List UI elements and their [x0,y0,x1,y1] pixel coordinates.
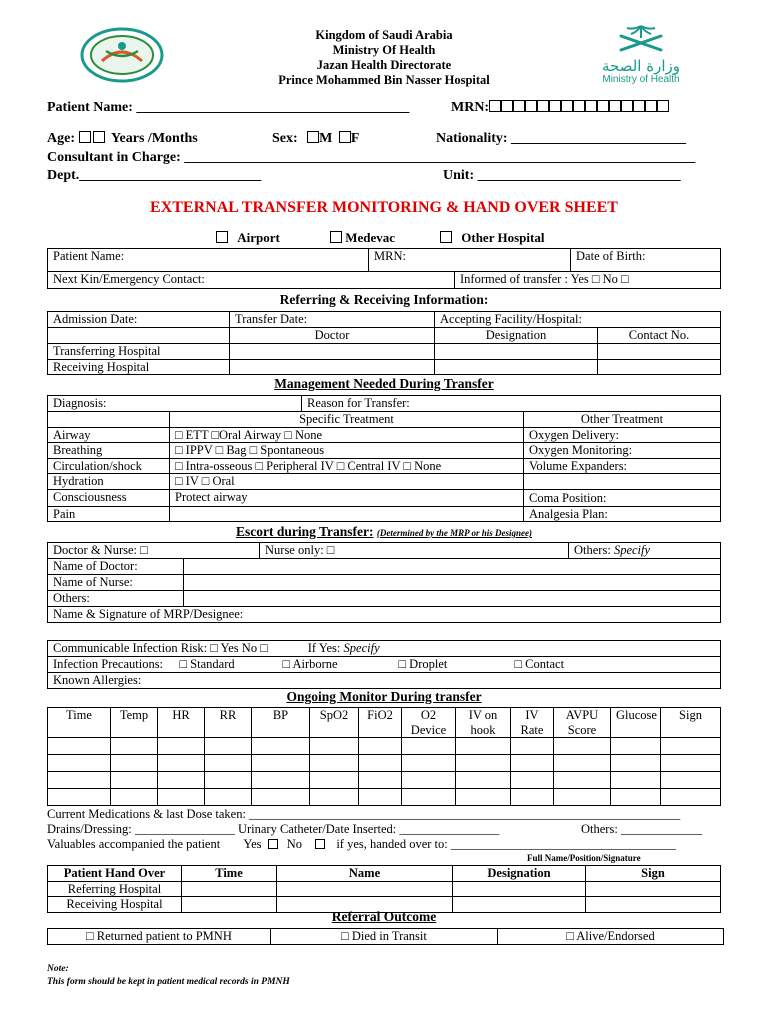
monitor-col-temp: Temp [111,708,158,738]
name-of-nurse-label: Name of Nurse: [48,575,184,591]
moh-arabic-text: وزارة الصحة [602,57,680,75]
mrn-cell[interactable]: MRN: [369,249,571,272]
known-allergies-cell[interactable]: Known Allergies: [48,673,721,689]
age-box-1[interactable] [79,131,91,143]
valuables-label: Valuables accompanied the patient [47,837,221,851]
monitor-col-avpu: AVPU Score [554,708,611,738]
handover-receiving-label: Receiving Hospital [48,897,182,913]
outcome-heading-text: Referral Outcome [331,909,437,924]
accepting-facility-cell[interactable]: Accepting Facility/Hospital: [435,312,721,328]
escort-heading-text: Escort during Transfer: [235,524,374,539]
handed-over-field[interactable]: if yes, handed over to: ____________________________________ [336,837,676,851]
monitor-heading-text: Ongoing Monitor During transfer [286,689,482,704]
other-treatment-header: Other Treatment [524,412,721,428]
management-row-label: Breathing [48,443,170,459]
monitor-row[interactable] [48,755,721,772]
medevac-label: Medevac [345,230,396,245]
name-of-nurse-input[interactable] [184,575,721,591]
monitor-heading [0,689,768,705]
contact-header: Contact No. [598,328,721,344]
handover-cell[interactable] [586,881,721,897]
outcome-died[interactable]: □ Died in Transit [271,929,498,945]
receiving-doctor-cell[interactable] [230,359,435,375]
infection-risk-label: Communicable Infection Risk: □ Yes No □ [53,641,268,655]
age-label: Age: [47,131,75,146]
infection-risk-cell[interactable] [48,641,721,657]
management-row-other[interactable]: Volume Expanders: [524,458,721,474]
handover-cell[interactable] [453,881,586,897]
escort-others-label: Others: [574,543,611,557]
mrn-boxes[interactable] [489,100,669,115]
management-row-specific[interactable]: □ IPPV □ Bag □ Spontaneous [170,443,524,459]
escort-heading [0,524,768,540]
receiving-contact-cell[interactable] [598,359,721,375]
transferring-contact-cell[interactable] [598,344,721,360]
infection-precautions-cell[interactable] [48,657,721,673]
mrn-field[interactable] [451,100,669,116]
sex-m-checkbox[interactable] [307,131,319,143]
transferring-doctor-cell[interactable] [230,344,435,360]
header-line-country: Kingdom of Saudi Arabia [315,28,453,42]
handover-referring-label: Referring Hospital [48,881,182,897]
specific-treatment-header: Specific Treatment [170,412,524,428]
precaution-standard[interactable]: □ Standard [179,657,235,671]
transfer-type-medevac[interactable] [330,230,395,246]
management-blank-header [48,412,170,428]
monitor-col-glucose: Glucose [611,708,661,738]
outcome-returned[interactable]: □ Returned patient to PMNH [48,929,271,945]
receiving-designation-cell[interactable] [435,359,598,375]
management-row-label: Hydration [48,474,170,490]
dob-cell[interactable]: Date of Birth: [571,249,721,272]
doctor-nurse-cell[interactable]: Doctor & Nurse: □ [48,543,260,559]
monitor-col-hr: HR [158,708,205,738]
management-row-other[interactable]: Analgesia Plan: [524,506,721,522]
monitor-col-rr: RR [205,708,252,738]
precaution-contact[interactable]: □ Contact [514,657,565,671]
others-input[interactable] [184,591,721,607]
informed-cell[interactable]: Informed of transfer : Yes □ No □ [455,272,721,289]
drains-catheter-field[interactable]: Drains/Dressing: ________________ Urinary Catheter/Date Inserted: ________________ [47,822,500,836]
nurse-only-cell[interactable]: Nurse only: □ [260,543,569,559]
transfer-date-cell[interactable]: Transfer Date: [230,312,435,328]
unit-field[interactable]: Unit: _____________________________ [443,168,681,183]
valuables-no-label: No [286,837,303,851]
sex-f-label: F [350,131,360,146]
handover-cell[interactable] [182,881,277,897]
moh-english-text: Ministry of Health [602,74,680,85]
referring-blank-cell [48,328,230,344]
name-of-doctor-input[interactable] [184,559,721,575]
outcome-heading [0,909,768,925]
valuables-yes-label: Yes [243,837,262,851]
infection-table [47,640,721,689]
patient-info-table [47,248,721,289]
diagnosis-cell[interactable]: Diagnosis: [48,396,302,412]
monitor-col-iv-rate: IV Rate [511,708,554,738]
management-row-other[interactable]: Oxygen Monitoring: [524,443,721,459]
transfer-type-airport[interactable] [216,230,280,246]
patient-name-cell[interactable]: Patient Name: [48,249,369,272]
monitor-col-sign: Sign [661,708,721,738]
monitor-header-row [48,708,721,738]
dept-field[interactable]: Dept.__________________________ [47,168,262,183]
note-text: This form should be kept in patient medical records in PMNH [47,977,290,987]
reason-cell[interactable]: Reason for Transfer: [302,396,721,412]
age-box-2[interactable] [93,131,105,143]
hospital-header [0,28,768,88]
management-row-label: Circulation/shock [48,458,170,474]
valuables-no-checkbox[interactable] [315,839,325,849]
airport-label: Airport [237,230,280,245]
monitor-col-o2-device: O2 Device [402,708,456,738]
management-row-specific[interactable] [170,506,524,522]
other-hospital-checkbox[interactable] [440,231,452,243]
management-row-specific[interactable]: Protect airway [170,489,524,506]
handover-header-designation: Designation [453,866,586,882]
sex-f-checkbox[interactable] [339,131,351,143]
outcome-table [47,928,724,945]
header-line-hospital: Prince Mohammed Bin Nasser Hospital [278,73,490,87]
management-row-other[interactable]: Coma Position: [524,489,721,506]
monitor-col-time: Time [48,708,111,738]
management-row-other[interactable]: Oxygen Delivery: [524,427,721,443]
handover-table [47,865,721,913]
nationality-field[interactable]: Nationality: _________________________ [436,131,687,146]
handover-header-time: Time [182,866,277,882]
monitor-col-spo2: SpO2 [310,708,359,738]
airport-checkbox[interactable] [216,231,228,243]
precaution-airborne[interactable]: □ Airborne [282,657,338,671]
transfer-type-other-hospital[interactable] [440,230,544,246]
note-label: Note: [47,964,69,974]
monitor-col-iv-on-hook: IV on hook [456,708,511,738]
header-line-ministry: Ministry Of Health [332,43,436,57]
form-title: EXTERNAL TRANSFER MONITORING & HAND OVER SHEET [150,199,618,216]
age-field[interactable] [47,131,198,147]
transferring-designation-cell[interactable] [435,344,598,360]
handover-cell[interactable] [277,881,453,897]
handover-header-patient: Patient Hand Over [48,866,182,882]
escort-specify: Specify [613,543,651,557]
patient-name-field[interactable]: Patient Name: _______________________________________ [47,100,410,115]
precaution-droplet[interactable]: □ Droplet [398,657,448,671]
management-row-specific[interactable]: □ IV □ Oral [170,474,524,490]
others-label: Others: [48,591,184,607]
mrp-signature-cell[interactable]: Name & Signature of MRP/Designee: [48,607,721,623]
sex-label: Sex: [272,131,298,146]
consultant-field[interactable]: Consultant in Charge: _________________________________________________________________________ [47,150,696,165]
management-row-label: Airway [48,427,170,443]
management-row-specific[interactable]: □ Intra-osseous □ Peripheral IV □ Central IV □ None [170,458,524,474]
other-hospital-label: Other Hospital [461,230,545,245]
referring-heading: Referring & Receiving Information: [279,292,489,307]
designation-header: Designation [435,328,598,344]
medications-others-field[interactable]: Others: _____________ [581,822,703,836]
monitor-row[interactable] [48,772,721,789]
mrn-label: MRN: [451,100,490,115]
escort-others-cell[interactable] [569,543,721,559]
full-name-caption: Full Name/Position/Signature [527,853,641,863]
outcome-alive[interactable]: □ Alive/Endorsed [498,929,724,945]
infection-specify: Specify [343,641,380,655]
next-kin-cell[interactable]: Next Kin/Emergency Contact: [48,272,455,289]
handover-header-sign: Sign [586,866,721,882]
medevac-checkbox[interactable] [330,231,342,243]
monitor-row[interactable] [48,738,721,755]
referring-table [47,311,721,375]
management-heading [0,376,768,392]
management-row-label: Consciousness [48,489,170,506]
precautions-label: Infection Precautions: [53,657,164,671]
management-heading-text: Management Needed During Transfer [274,376,494,391]
header-line-directorate: Jazan Health Directorate [316,58,452,72]
monitor-col-bp: BP [252,708,310,738]
monitor-col-fio2: FiO2 [359,708,402,738]
handover-header-name: Name [277,866,453,882]
receiving-hospital-label: Receiving Hospital [48,359,230,375]
escort-heading-note: (Determined by the MRP or his Designee) [376,528,533,538]
valuables-field [47,837,676,852]
current-medications-field[interactable]: Current Medications & last Dose taken: _____________________________________________________________________ [47,807,681,821]
infection-ifyes-label: If Yes: [307,641,341,655]
management-row-other[interactable] [524,474,721,490]
valuables-yes-checkbox[interactable] [268,839,278,849]
monitor-table [47,707,721,806]
management-row-label: Pain [48,506,170,522]
admission-date-cell[interactable]: Admission Date: [48,312,230,328]
monitor-row[interactable] [48,789,721,806]
age-unit-label: Years /Months [111,131,198,146]
management-row-specific[interactable]: □ ETT □Oral Airway □ None [170,427,524,443]
escort-table [47,542,721,623]
sex-m-label: M [319,131,333,146]
transferring-hospital-label: Transferring Hospital [48,344,230,360]
management-table [47,395,721,522]
name-of-doctor-label: Name of Doctor: [48,559,184,575]
doctor-header: Doctor [230,328,435,344]
sex-field [272,131,359,147]
